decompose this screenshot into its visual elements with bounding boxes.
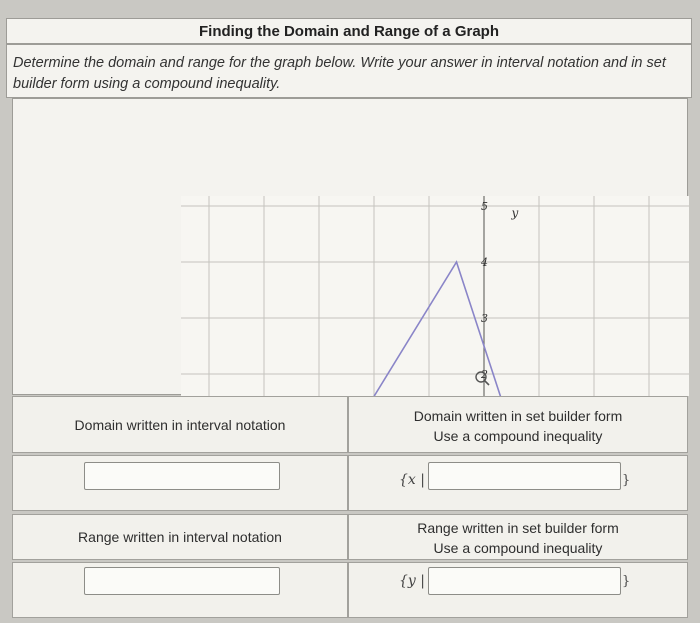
domain-interval-label-cell xyxy=(12,396,348,453)
range-interval-answer-cell xyxy=(12,562,348,618)
domain-interval-answer-cell xyxy=(12,455,348,511)
domain-setbuilder-answer-cell xyxy=(348,455,688,511)
y-tick-label: 3 xyxy=(481,312,488,325)
domain-setbuilder-hint: Use a compound inequality xyxy=(433,428,603,444)
domain-interval-label: Domain written in interval notation xyxy=(74,417,286,433)
y-tick-label: 4 xyxy=(481,256,488,269)
domain-setbuilder-input[interactable] xyxy=(428,462,621,490)
y-tick-label: 2 xyxy=(481,368,488,381)
range-setbuilder-answer-cell xyxy=(348,562,688,618)
domain-setbuilder-label: Domain written in set builder form xyxy=(413,408,623,424)
domain-setbuilder-label-cell xyxy=(348,396,688,453)
domain-interval-input[interactable] xyxy=(84,462,280,490)
range-setbuilder-label: Range written in set builder form xyxy=(417,520,619,536)
instructions-text: Determine the domain and range for the graph below. Write your answer in interval notation and in set builder form using a compound inequality. xyxy=(13,55,666,92)
range-interval-input[interactable] xyxy=(84,567,280,595)
y-tick-label: 5 xyxy=(481,200,488,213)
range-setbuilder-label-cell xyxy=(348,514,688,560)
title-bar xyxy=(6,18,692,44)
range-setbuilder-hint: Use a compound inequality xyxy=(433,540,603,556)
domain-set-suffix: } xyxy=(622,473,631,488)
page-title: Finding the Domain and Range of a Graph xyxy=(198,23,499,40)
range-set-suffix: } xyxy=(622,574,631,589)
range-interval-label-cell xyxy=(12,514,348,560)
range-setbuilder-input[interactable] xyxy=(428,567,621,595)
range-set-prefix: {y | xyxy=(399,573,425,589)
range-interval-label: Range written in interval notation xyxy=(78,529,282,545)
graph-panel xyxy=(12,98,688,395)
coordinate-graph xyxy=(13,99,689,396)
instructions-panel xyxy=(6,44,692,98)
y-axis-label: y xyxy=(511,206,519,221)
domain-set-prefix: {x | xyxy=(399,472,425,488)
